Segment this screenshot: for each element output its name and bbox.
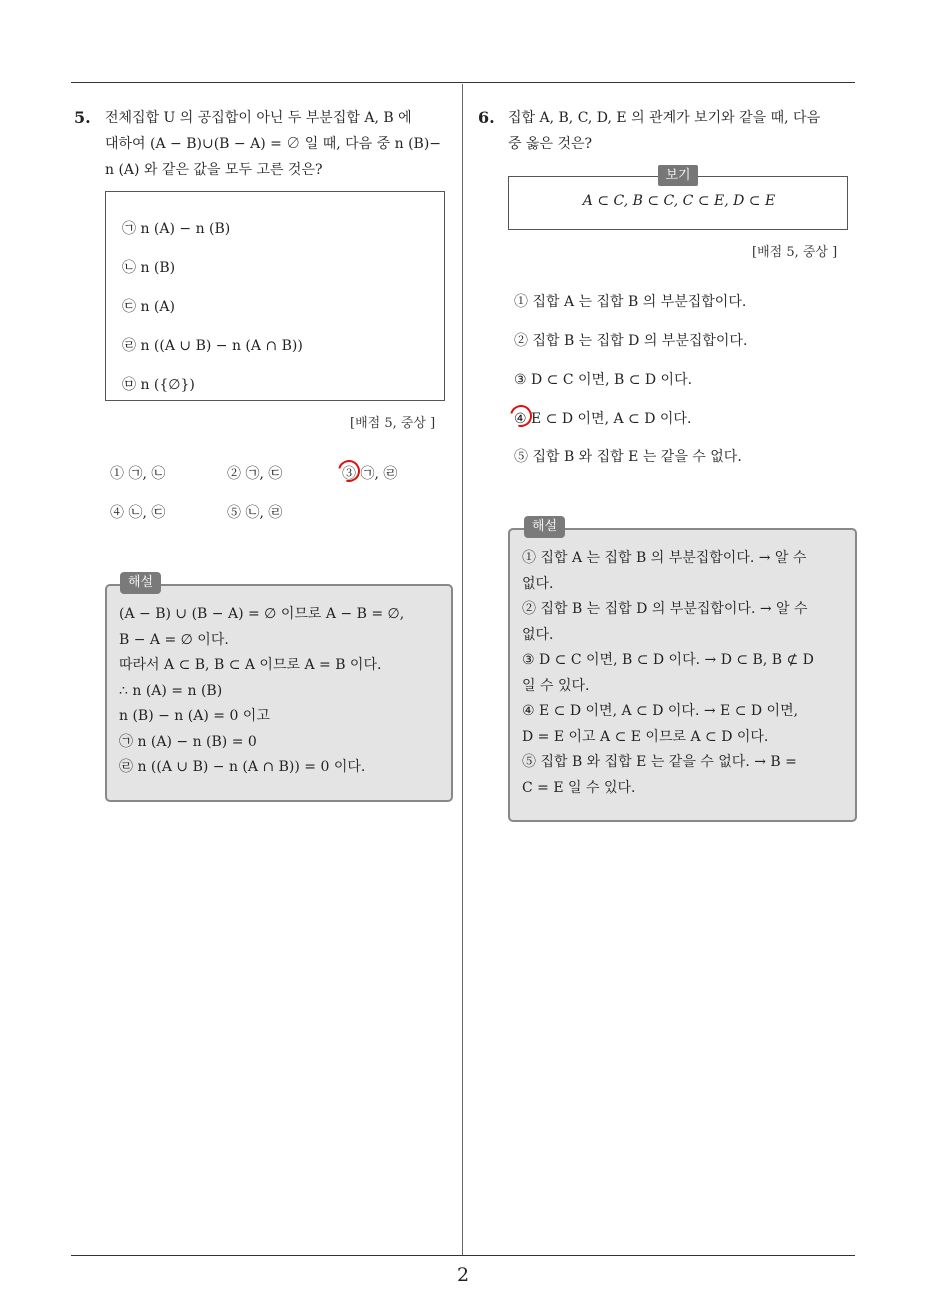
q6-solution-line: 없다. (522, 575, 554, 592)
header-rule (71, 82, 855, 83)
q5-stem-line: 전체집합 U 의 공집합이 아닌 두 부분집합 A, B 에 (105, 110, 412, 126)
q5-solution-label: 해설 (120, 572, 161, 594)
q5-solution-line: B − A = ∅ 이다. (119, 631, 229, 648)
q6-solution-line: 없다. (522, 626, 554, 643)
footer-rule (71, 1255, 855, 1256)
q5-solution-box (105, 584, 453, 802)
q5-solution-line: (A − B) ∪ (B − A) = ∅ 이므로 A − B = ∅, (119, 606, 405, 622)
q6-solution-label: 해설 (524, 516, 565, 538)
q5-condition: ㉠ n (A) − n (B) (122, 221, 231, 237)
q5-number: 5. (74, 108, 91, 127)
q5-choice-3[interactable]: ③ ㉠, ㉣ (342, 466, 398, 482)
q5-stem-line: n (A) 와 같은 값을 모두 고른 것은? (105, 162, 323, 178)
q5-solution-line: 따라서 A ⊂ B, B ⊂ A 이므로 A = B 이다. (119, 657, 382, 673)
q6-stem-line: 집합 A, B, C, D, E 의 관계가 보기와 같을 때, 다음 (508, 110, 821, 126)
q6-solution-box (508, 528, 857, 822)
q6-solution-line: ④ E ⊂ D 이면, A ⊂ D 이다. → E ⊂ D 이면, (522, 703, 799, 719)
q6-choice-5[interactable]: ⑤ 집합 B 와 집합 E 는 같을 수 없다. (514, 449, 742, 465)
q5-choice-5[interactable]: ⑤ ㉡, ㉣ (227, 505, 283, 521)
q6-choice-2[interactable]: ② 집합 B 는 집합 D 의 부분집합이다. (514, 333, 748, 349)
q5-stem-line: 대하여 (A − B)∪(B − A) = ∅ 일 때, 다음 중 n (B)− (105, 136, 442, 152)
q5-choice-4[interactable]: ④ ㉡, ㉢ (110, 505, 166, 521)
q6-choice-3[interactable]: ③ D ⊂ C 이면, B ⊂ D 이다. (514, 372, 693, 388)
q5-condition: ㉢ n (A) (122, 299, 175, 315)
q6-choice-1[interactable]: ① 집합 A 는 집합 B 의 부분집합이다. (514, 294, 747, 310)
q6-number: 6. (478, 108, 495, 127)
page-number: 2 (456, 1264, 470, 1286)
q6-stem (508, 105, 858, 157)
q5-score: [배점 5, 중상 ] (350, 416, 436, 431)
q6-bogi-content: A ⊂ C, B ⊂ C, C ⊂ E, D ⊂ E (582, 193, 776, 209)
q6-solution-text (522, 546, 848, 801)
q6-solution-line: 일 수 있다. (522, 677, 590, 694)
q5-solution-text (119, 602, 444, 781)
q5-stem (105, 105, 455, 183)
q5-solution-line: ∴ n (A) = n (B) (119, 682, 223, 699)
q6-choice-4[interactable]: ④ E ⊂ D 이면, A ⊂ D 이다. (514, 411, 692, 427)
q5-solution-line: ㉣ n ((A ∪ B) − n (A ∩ B)) = 0 이다. (119, 759, 366, 775)
q5-solution-line: ㉠ n (A) − n (B) = 0 (119, 733, 257, 750)
q6-solution-line: ① 집합 A 는 집합 B 의 부분집합이다. → 알 수 (522, 550, 807, 566)
q5-choice-1[interactable]: ① ㉠, ㉡ (110, 466, 166, 482)
q6-bogi-label: 보기 (658, 165, 698, 186)
q5-condition: ㉤ n ({∅}) (122, 377, 195, 393)
q5-condition-box (105, 191, 445, 401)
q5-choice-2[interactable]: ② ㉠, ㉢ (227, 466, 283, 482)
q6-stem-line: 중 옳은 것은? (508, 136, 593, 152)
q6-solution-line: ② 집합 B 는 집합 D 의 부분집합이다. → 알 수 (522, 601, 808, 617)
column-divider (462, 84, 463, 1256)
q6-solution-line: ③ D ⊂ C 이면, B ⊂ D 이다. → D ⊂ B, B ⊄ D (522, 652, 814, 668)
q6-score: [배점 5, 중상 ] (752, 245, 838, 260)
q5-condition: ㉣ n ((A ∪ B) − n (A ∩ B)) (122, 338, 303, 354)
q5-solution-line: n (B) − n (A) = 0 이고 (119, 708, 270, 724)
q6-solution-line: C = E 일 수 있다. (522, 779, 636, 796)
q6-solution-line: D = E 이고 A ⊂ E 이므로 A ⊂ D 이다. (522, 728, 769, 745)
q6-solution-line: ⑤ 집합 B 와 집합 E 는 같을 수 없다. → B = (522, 754, 797, 770)
q5-condition: ㉡ n (B) (122, 260, 176, 276)
